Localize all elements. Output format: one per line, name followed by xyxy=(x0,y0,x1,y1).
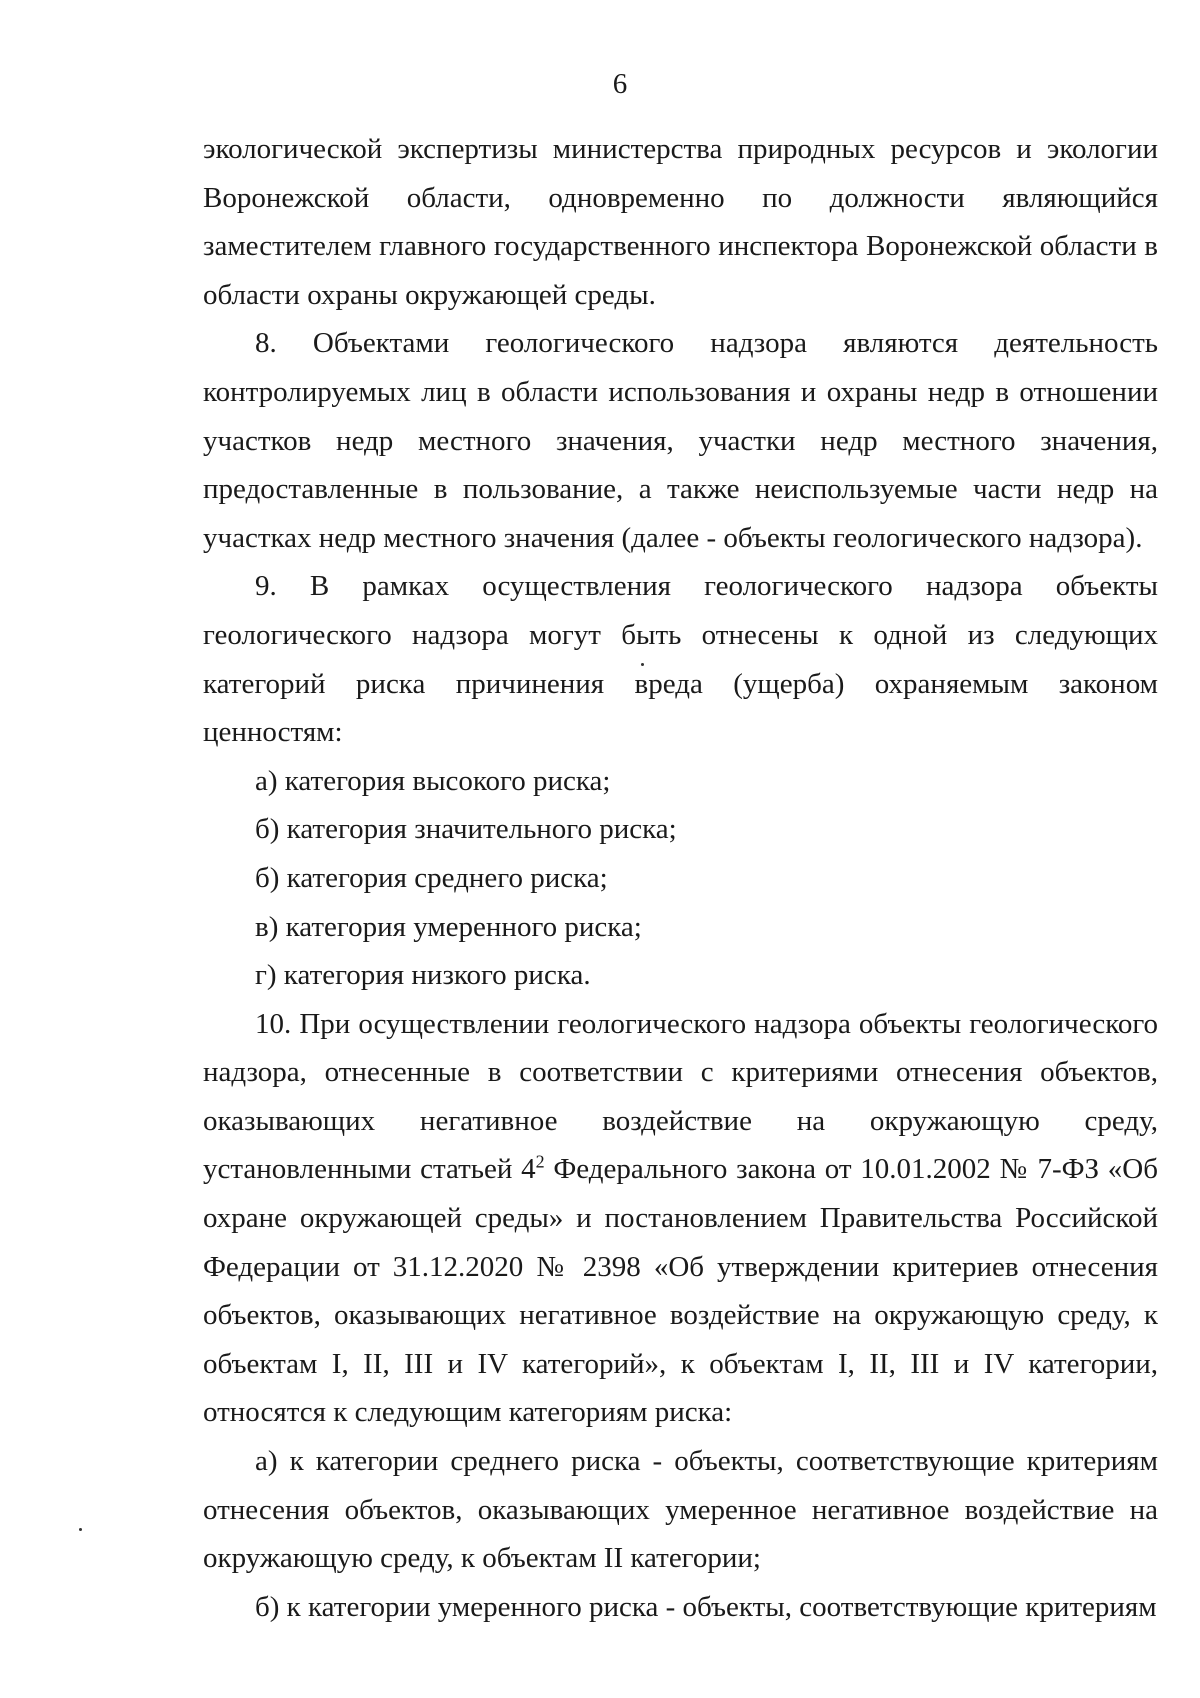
paragraph-10-text-end: Федерального закона от 10.01.2002 № 7-ФЗ «Об охране окружающей среды» и постановлением Правительства Российской Федерации от 31.12.2020 № 2398 «Об утверждении критериев отнесения объектов, оказывающих негативное воздействие на окружающую среду, к объектам I, II, III и IV категорий», к объектам I, II, III и IV категории, относятся к следующим категориям риска: xyxy=(203,1153,1158,1429)
scan-speck xyxy=(79,1528,82,1531)
document-body xyxy=(203,125,1158,1631)
list-item: в) категория умеренного риска; xyxy=(255,910,642,943)
paragraph-10-item-a: а) к категории среднего риска - объекты, соответствующие критериям отнесения объектов, оказывающих умеренное негативное воздействие на окружающую среду, к объектам II категории; xyxy=(203,1445,1158,1575)
paragraph-10 xyxy=(203,1000,1158,1437)
list-item: г) категория низкого риска. xyxy=(255,959,591,992)
paragraph-10-item-b: б) к категории умеренного риска - объекты, соответствующие критериям xyxy=(255,1590,1157,1623)
list-item: а) категория высокого риска; xyxy=(255,764,611,797)
scan-speck xyxy=(641,663,644,666)
paragraph-intro: экологической экспертизы министерства природных ресурсов и экологии Воронежской области, одновременно по должности являющийся заместителем главного государственного инспектора Воронежской области в области охраны окружающей среды. xyxy=(203,133,1158,311)
list-item: б) категория среднего риска; xyxy=(255,861,608,894)
list-item: б) категория значительного риска; xyxy=(255,813,677,846)
page-number: 6 xyxy=(612,68,628,100)
paragraph-9: 9. В рамках осуществления геологического надзора объекты геологического надзора могут быть отнесены к одной из следующих категорий риска причинения вреда (ущерба) охраняемым законом ценностям: xyxy=(203,570,1158,749)
paragraph-8: 8. Объектами геологического надзора являются деятельность контролируемых лиц в области использования и охраны недр в отношении участков недр местного значения, участки недр местного значения, предоставленные в пользование, а также неиспользуемые части недр на участках недр местного значения (далее - объекты геологического надзора). xyxy=(203,327,1158,554)
article-superscript: 2 xyxy=(535,1151,545,1172)
paragraph-10-text-start: 10. При осуществлении геологического надзора объекты геологического надзора, отнесенные в соответствии с критериями отнесения объектов, оказывающих негативное воздействие на окружающую среду, установленными статьей 4 xyxy=(203,1007,1158,1186)
